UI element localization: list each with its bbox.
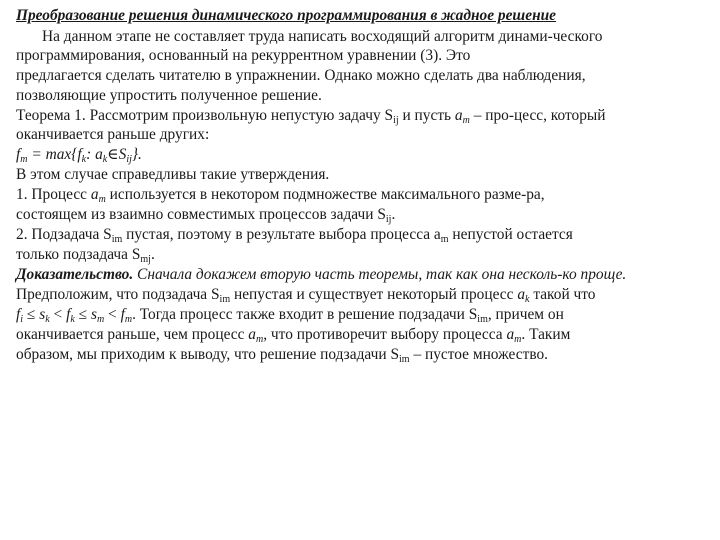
text-run: непустой остается (448, 226, 573, 243)
text-run: ∈S (107, 146, 127, 163)
text-run: непустая и существует некоторый процесс (230, 286, 518, 303)
text-run: ≤ (23, 306, 40, 323)
text-run: < (49, 306, 67, 323)
math-var: a (90, 186, 99, 203)
text-run: ≤ (74, 306, 91, 323)
text-run: < (104, 306, 121, 323)
subscript: i (20, 314, 24, 325)
math-var: a (248, 326, 256, 343)
text-run: . (150, 246, 155, 263)
text-run: – про-цесс, который (469, 107, 606, 124)
paragraph-line: предлагается сделать читателю в упражнении. Однако можно сделать два наблюдения, (16, 67, 586, 84)
text-run: , что противоречит выбору процесса (263, 326, 507, 343)
text-run: 1. Процесс (16, 186, 91, 203)
proof-line (16, 345, 548, 364)
proof-line (16, 325, 570, 344)
subscript: m (440, 234, 449, 245)
math-var: f (16, 146, 21, 163)
subscript: k (45, 314, 50, 325)
text-run: оканчивается раньше, чем процесс (16, 326, 249, 343)
subscript: im (111, 234, 123, 245)
section-title: Преобразование решения динамического программирования в жадное решение (16, 7, 557, 24)
paragraph-line: На данном этапе не составляет труда написать восходящий алгоритм динами-ческого (42, 28, 603, 45)
subscript: k (81, 154, 87, 165)
proof-label: Доказательство. (16, 266, 134, 283)
proof-line (16, 285, 596, 304)
statement-line (16, 225, 573, 244)
subscript: m (20, 154, 28, 165)
statement-line (16, 185, 545, 204)
text-run: . Таким (521, 326, 571, 343)
text-run: . Тогда процесс также входит в решение подзадачи S (132, 306, 478, 323)
subscript: ij (393, 115, 399, 126)
proof-line (16, 265, 626, 284)
text-run: Сначала докажем вторую часть теоремы, так как она несколь-ко проще. (133, 266, 627, 283)
text-run: и пусть (398, 107, 455, 124)
math-var: f (66, 306, 71, 323)
text-run: состоящем из взаимно совместимых процессов задачи S (16, 206, 386, 223)
subscript: m (96, 314, 105, 325)
math-var: s (39, 306, 46, 323)
math-var: a (517, 286, 526, 303)
math-var: f (16, 306, 21, 323)
theorem-line (16, 106, 606, 125)
proof-line (16, 305, 564, 324)
subscript: im (477, 314, 488, 325)
subscript: k (525, 294, 530, 305)
subscript: im (399, 354, 410, 365)
math-var: f (120, 306, 125, 323)
statement-line (16, 245, 155, 264)
text-run: : a (86, 146, 103, 163)
subscript: k (70, 314, 75, 325)
text-run: . (391, 206, 396, 223)
text-run: }. (131, 146, 142, 163)
subscript: im (219, 294, 231, 305)
text-run: Теорема 1. Рассмотрим произвольную непустую задачу S (16, 107, 394, 124)
text-run: Предположим, что подзадача S (16, 286, 220, 303)
paragraph-line: позволяющие упростить полученное решение. (16, 87, 322, 104)
theorem-line: оканчивается раньше других: (16, 126, 210, 143)
subscript: ij (385, 214, 392, 225)
text-run: 2. Подзадача S (16, 226, 112, 243)
paragraph-line: программирования, основанный на рекуррентном уравнении (3). Это (16, 47, 471, 64)
paragraph-line: В этом случае справедливы такие утверждения. (16, 166, 330, 183)
subscript: m (98, 194, 106, 205)
text-run: такой что (529, 286, 596, 303)
subscript: ij (126, 154, 132, 165)
subscript: m (462, 115, 470, 126)
text-run: – пустое множество. (409, 346, 549, 363)
math-var: s (90, 306, 97, 323)
subscript: k (102, 154, 108, 165)
formula-line (16, 145, 142, 164)
subscript: m (256, 334, 264, 345)
subscript: mj (140, 254, 151, 265)
statement-line (16, 205, 395, 224)
math-var: a (506, 326, 515, 343)
math-var: a (454, 107, 463, 124)
subscript: m (514, 334, 522, 345)
text-run: пустая, поэтому в результате выбора процесса a (122, 226, 441, 243)
text-run: только подзадача S (16, 246, 141, 263)
text-run: , причем он (487, 306, 564, 323)
subscript: m (124, 314, 133, 325)
text-run: = max{f (27, 146, 82, 163)
text-run: образом, мы приходим к выводу, что решение подзадачи S (16, 346, 400, 363)
text-run: используется в некотором подмножестве максимального разме-ра, (105, 186, 545, 203)
